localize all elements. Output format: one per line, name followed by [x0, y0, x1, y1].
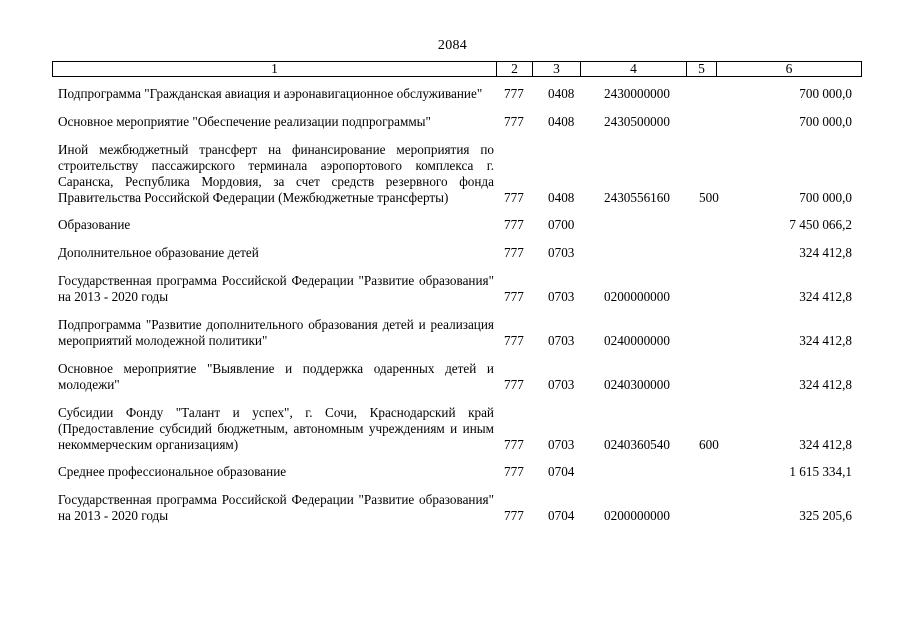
row-col2: 777	[504, 114, 524, 129]
row-col6: 324 412,8	[799, 333, 852, 348]
row-col2: 777	[504, 190, 524, 205]
row-col6: 7 450 066,2	[789, 217, 852, 232]
row-col6: 324 412,8	[799, 289, 852, 304]
table-row	[0, 492, 905, 524]
row-col2: 777	[504, 289, 524, 304]
table-row	[0, 273, 905, 305]
table-row	[0, 142, 905, 206]
table-row	[0, 217, 905, 233]
row-name: Дополнительное образование детей	[58, 245, 259, 260]
row-col2: 777	[504, 333, 524, 348]
row-name: Основное мероприятие "Обеспечение реализации подпрограммы"	[58, 114, 431, 129]
page-number: 2084	[437, 38, 468, 53]
row-col4: 0240300000	[604, 377, 670, 392]
column-header-4: 4	[581, 62, 687, 77]
row-col2: 777	[504, 217, 524, 232]
row-name: Государственная программа Российской Федерации "Развитие образования" на 2013 - 2020 годы	[58, 273, 494, 304]
row-col6: 325 205,6	[799, 508, 852, 523]
row-col3: 0408	[548, 114, 575, 129]
row-col4: 2430000000	[604, 86, 670, 101]
row-name: Субсидии Фонду "Талант и успех", г. Сочи, Краснодарский край (Предоставление субсидий бюджетным, автономным учреждениям и иным некоммерческим организациям)	[58, 405, 494, 452]
row-col6: 324 412,8	[799, 377, 852, 392]
row-col2: 777	[504, 508, 524, 523]
row-col4: 0240360540	[604, 437, 670, 452]
row-col3: 0704	[548, 508, 575, 523]
row-col4: 0200000000	[604, 289, 670, 304]
row-col6: 324 412,8	[799, 437, 852, 452]
row-name: Подпрограмма "Развитие дополнительного образования детей и реализация мероприятий молодежной политики"	[58, 317, 494, 348]
table-row	[0, 114, 905, 130]
row-col5: 500	[699, 190, 719, 205]
column-header-row	[52, 61, 862, 77]
table-row	[0, 86, 905, 102]
row-col2: 777	[504, 377, 524, 392]
row-col3: 0703	[548, 245, 575, 260]
row-col4: 2430500000	[604, 114, 670, 129]
column-header-5: 5	[687, 62, 717, 77]
budget-table-body	[0, 86, 905, 524]
row-col5: 600	[699, 437, 719, 452]
row-name: Образование	[58, 217, 131, 232]
row-col2: 777	[504, 437, 524, 452]
column-header-1: 1	[53, 62, 497, 77]
table-row	[0, 405, 905, 453]
row-col6: 1 615 334,1	[789, 464, 852, 479]
row-col2: 777	[504, 86, 524, 101]
row-col4: 2430556160	[604, 190, 670, 205]
row-col2: 777	[504, 245, 524, 260]
column-header-3: 3	[533, 62, 581, 77]
row-col6: 700 000,0	[799, 86, 852, 101]
row-col3: 0408	[548, 190, 575, 205]
row-col6: 324 412,8	[799, 245, 852, 260]
table-row	[0, 245, 905, 261]
row-name: Среднее профессиональное образование	[58, 464, 287, 479]
row-col3: 0703	[548, 437, 575, 452]
row-col6: 700 000,0	[799, 190, 852, 205]
row-col3: 0704	[548, 464, 575, 479]
row-name: Государственная программа Российской Федерации "Развитие образования" на 2013 - 2020 годы	[58, 492, 494, 523]
row-col3: 0703	[548, 377, 575, 392]
row-col6: 700 000,0	[799, 114, 852, 129]
row-col4: 0240000000	[604, 333, 670, 348]
row-col3: 0703	[548, 333, 575, 348]
table-row	[0, 317, 905, 349]
row-col3: 0703	[548, 289, 575, 304]
row-name: Основное мероприятие "Выявление и поддержка одаренных детей и молодежи"	[58, 361, 494, 392]
table-row	[0, 361, 905, 393]
table-row	[0, 464, 905, 480]
row-name: Иной межбюджетный трансферт на финансирование мероприятия по строительству пассажирского терминала аэропортового комплекса г. Саранска, Республика Мордовия, за счет средств резервного фонда Правительства Российской Федерации (Межбюджетные трансферты)	[58, 142, 494, 205]
row-col2: 777	[504, 464, 524, 479]
row-col3: 0700	[548, 217, 575, 232]
column-header-6: 6	[717, 62, 862, 77]
row-col4: 0200000000	[604, 508, 670, 523]
row-name: Подпрограмма "Гражданская авиация и аэронавигационное обслуживание"	[58, 86, 483, 101]
column-header-2: 2	[497, 62, 533, 77]
row-col3: 0408	[548, 86, 575, 101]
